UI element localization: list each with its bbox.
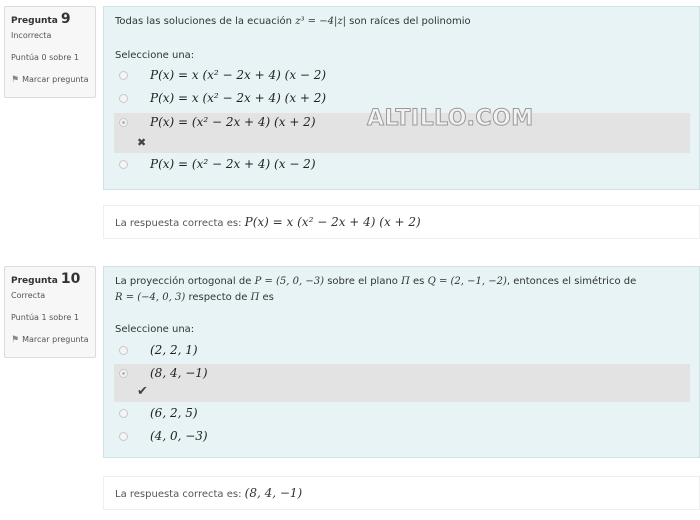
answer-option-c[interactable]	[114, 404, 690, 426]
question-grade: Puntúa 0 sobre 1	[11, 53, 79, 62]
flag-question-link[interactable]	[11, 334, 95, 346]
answer-option-d[interactable]	[114, 427, 690, 449]
feedback-label: La respuesta correcta es:	[115, 218, 242, 229]
option-text: P(x) = (x² − 2x + 4) (x − 2)	[150, 157, 316, 171]
radio-option-b-selected[interactable]	[119, 369, 128, 378]
equation: z³ = −4|z|	[295, 16, 346, 27]
radio-option-a[interactable]	[119, 71, 128, 80]
cross-icon: ✖	[137, 136, 147, 149]
feedback-label: La respuesta correcta es:	[115, 489, 242, 500]
option-text: (2, 2, 1)	[150, 343, 198, 357]
question-grade: Puntúa 1 sobre 1	[11, 313, 79, 322]
question-state: Correcta	[11, 291, 46, 300]
question-label: Pregunta	[11, 276, 58, 286]
check-icon: ✔	[137, 384, 148, 399]
question-label: Pregunta	[11, 16, 58, 26]
option-text: (8, 4, −1)	[150, 366, 208, 380]
watermark-logo: ALTILLO.COM	[367, 106, 534, 131]
question-info-10	[4, 266, 96, 358]
question-number: 9	[60, 11, 71, 27]
radio-option-d[interactable]	[119, 160, 128, 169]
flag-question-link[interactable]	[11, 74, 95, 86]
question-info-9	[4, 6, 96, 98]
correct-answer-feedback-10	[103, 476, 700, 510]
option-text: (4, 0, −3)	[150, 429, 208, 443]
feedback-answer: P(x) = x (x² − 2x + 4) (x + 2)	[244, 215, 421, 229]
question-number: 10	[60, 271, 81, 287]
answer-option-a[interactable]	[114, 66, 690, 88]
flag-question-label: Marcar pregunta	[22, 335, 89, 344]
question-text: Todas las soluciones de la ecuación z³ = −4|z| son raíces del polinomio	[115, 16, 471, 27]
correct-answer-feedback-9	[103, 205, 700, 239]
select-one-label: Seleccione una:	[115, 324, 195, 335]
radio-option-b[interactable]	[119, 94, 128, 103]
question-state: Incorrecta	[11, 31, 52, 40]
question-content-9	[103, 6, 700, 190]
flag-icon: ⚑	[11, 75, 20, 85]
radio-option-d[interactable]	[119, 432, 128, 441]
flag-icon: ⚑	[11, 335, 20, 345]
option-text: P(x) = x (x² − 2x + 4) (x + 2)	[150, 91, 327, 105]
answer-option-b[interactable]	[114, 364, 690, 402]
feedback-answer: (8, 4, −1)	[244, 486, 303, 500]
option-text: P(x) = x (x² − 2x + 4) (x − 2)	[150, 68, 327, 82]
question-text: La proyección ortogonal de P = (5, 0, −3) sobre el plano Π es Q = (2, −1, −2), entonces el simétrico de R = (−4, 0, 3) respecto de Π es	[115, 276, 637, 303]
question-content-10	[103, 266, 700, 458]
radio-option-c-selected[interactable]	[119, 118, 128, 127]
radio-option-a[interactable]	[119, 346, 128, 355]
answer-option-d[interactable]	[114, 155, 690, 177]
radio-option-c[interactable]	[119, 409, 128, 418]
select-one-label: Seleccione una:	[115, 50, 195, 61]
answer-option-a[interactable]	[114, 341, 690, 363]
option-text: P(x) = (x² − 2x + 4) (x + 2)	[150, 115, 316, 129]
flag-question-label: Marcar pregunta	[22, 75, 89, 84]
option-text: (6, 2, 5)	[150, 406, 198, 420]
